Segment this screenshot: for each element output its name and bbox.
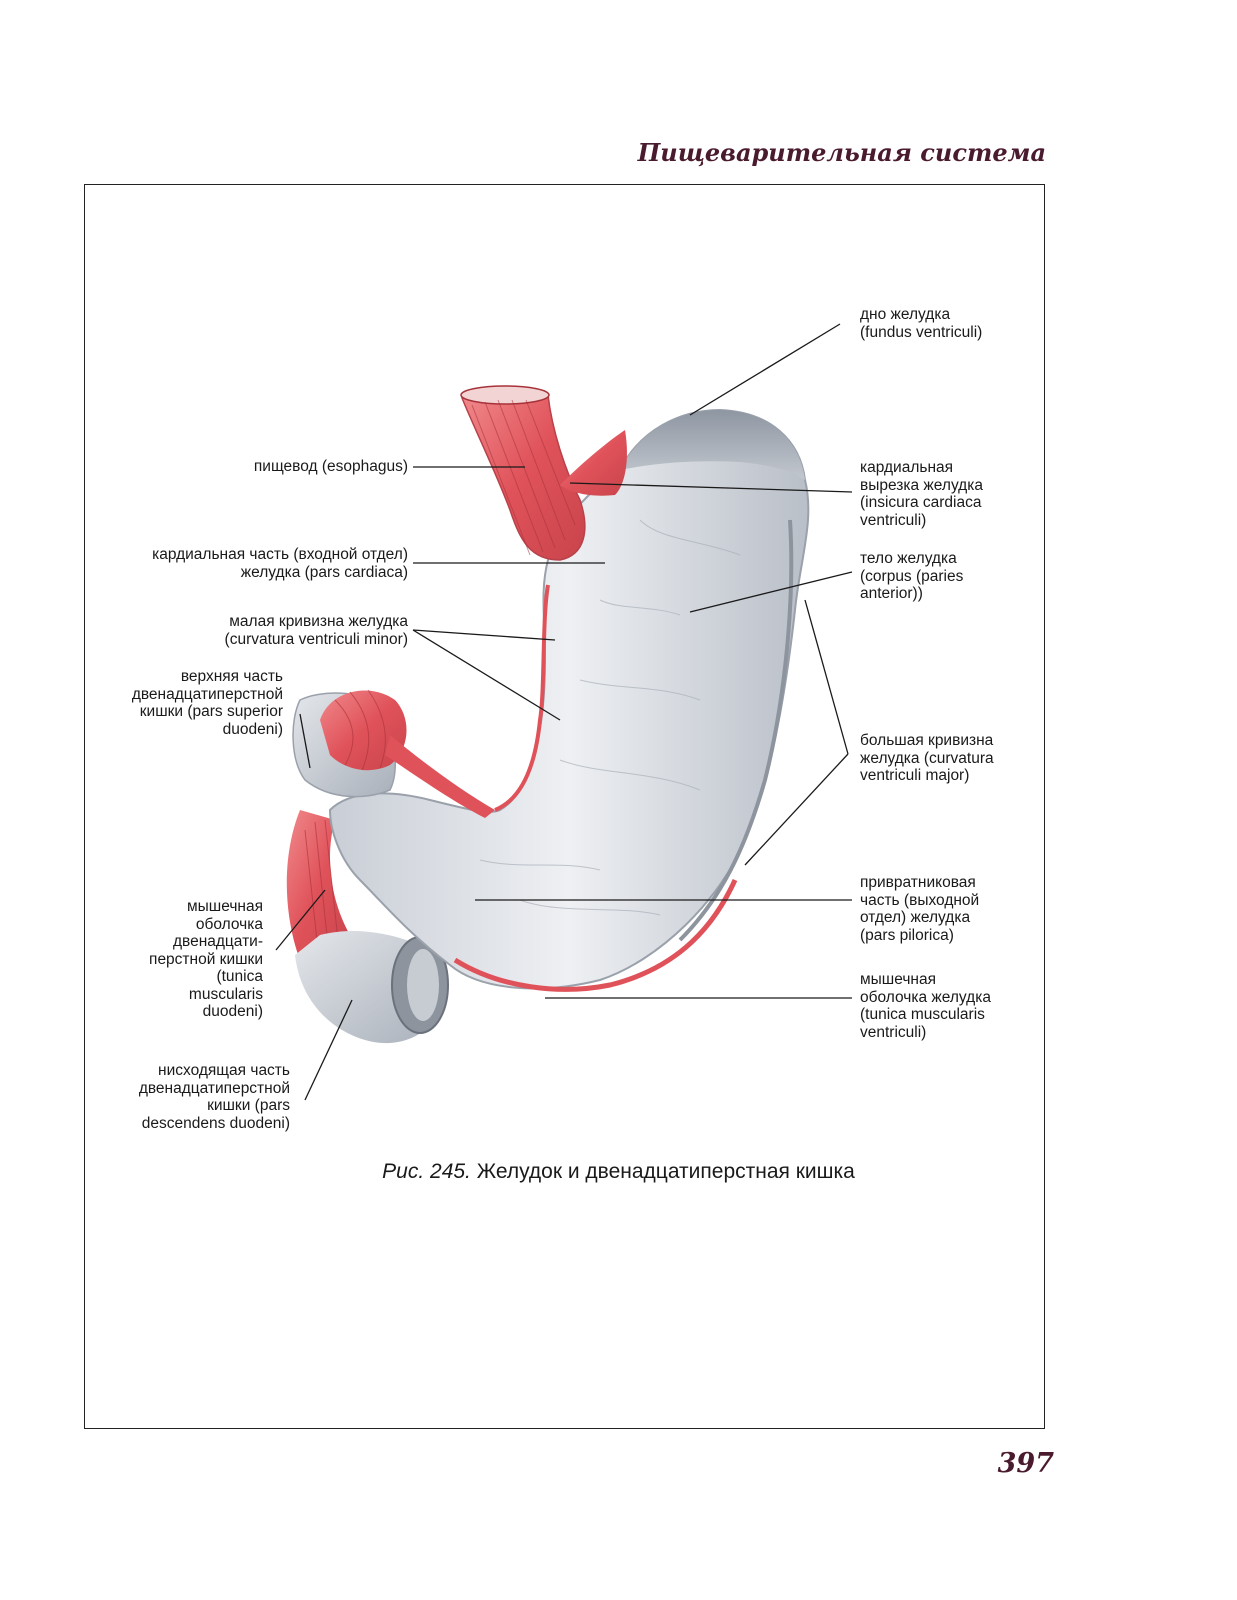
label-curvatura-minor: малая кривизна желудка (curvatura ventriculi minor)	[224, 613, 408, 648]
page-number: 397	[997, 1448, 1054, 1479]
label-pars-cardiaca: кардиальная часть (входной отдел) желудка (pars cardiaca)	[152, 546, 408, 581]
label-pars-descendens-duodeni: нисходящая часть двенадцатиперстной кишки (pars descendens duodeni)	[138, 1062, 290, 1132]
figure-title: Желудок и двенадцатиперстная кишка	[476, 1160, 855, 1183]
label-pars-pilorica: привратниковая часть (выходной отдел) желудка (pars pilorica)	[860, 874, 980, 944]
label-incisura-cardiaca: кардиальная вырезка желудка (insicura cardiaca ventriculi)	[860, 459, 983, 529]
chapter-title: Пищеварительная система	[637, 138, 1046, 167]
label-corpus: тело желудка (corpus (paries anterior))	[860, 550, 964, 602]
label-curvatura-major: большая кривизна желудка (curvatura ventriculi major)	[860, 732, 994, 784]
figure-number: Рис. 245.	[382, 1160, 471, 1183]
figure-caption	[0, 1160, 1237, 1184]
esophagus-opening	[461, 386, 549, 404]
leader-major-1	[805, 600, 848, 754]
label-esophagus: пищевод (esophagus)	[253, 458, 408, 475]
leader-minor-1	[413, 630, 555, 640]
leader-fundus	[690, 324, 840, 415]
leader-minor-2	[413, 630, 560, 720]
label-tunica-muscularis-duodeni: мышечная оболочка двенадцати- перстной кишки (tunica muscularis duodeni)	[149, 898, 263, 1020]
label-tunica-muscularis-ventriculi: мышечная оболочка желудка (tunica muscularis ventriculi)	[860, 971, 991, 1041]
label-pars-superior-duodeni: верхняя часть двенадцатиперстной кишки (pars superior duodeni)	[131, 668, 283, 738]
esophagus	[462, 391, 585, 560]
label-fundus: дно желудка (fundus ventriculi)	[860, 306, 983, 341]
cardiac-muscle-flare	[560, 430, 627, 496]
